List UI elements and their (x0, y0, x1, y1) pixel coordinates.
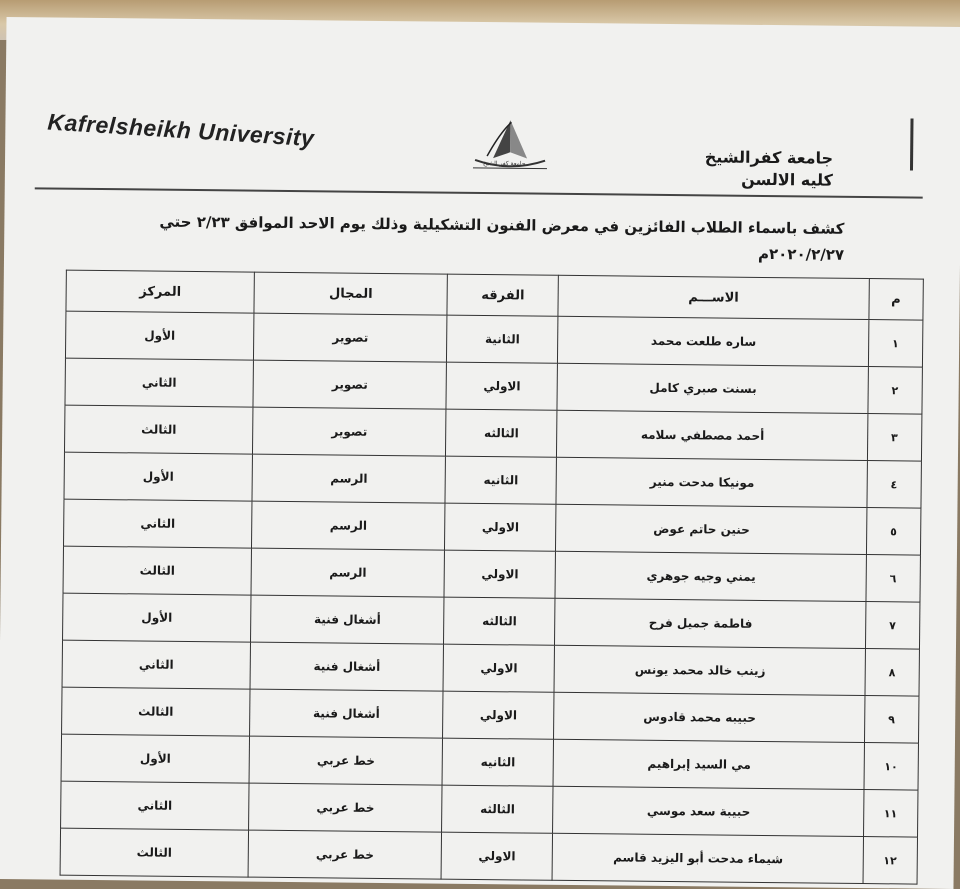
cell-num: ١ (868, 320, 923, 368)
cell-field: خط عربي (249, 736, 443, 785)
header-name: الاســـم (558, 275, 869, 319)
cell-year: الاولي (444, 550, 555, 598)
cell-rank: الثاني (65, 358, 254, 407)
university-name-en: Kafrelsheikh University (46, 108, 316, 152)
cell-name: حبيبه محمد قادوس (554, 692, 865, 742)
faculty-title-ar: كليه الالسن (741, 169, 833, 190)
cell-field: الرسم (251, 548, 445, 597)
table-row (60, 828, 917, 884)
cell-field: خط عربي (248, 830, 442, 879)
cell-year: الاولي (445, 503, 556, 551)
cell-num: ١١ (863, 790, 918, 838)
cell-field: تصوير (253, 407, 447, 456)
cell-field: أشغال فنية (250, 689, 444, 738)
winners-table (60, 270, 924, 885)
cell-year: الاولي (441, 832, 552, 880)
cell-name: بسنت صبري كامل (557, 363, 868, 413)
title-line-1: كشف باسماء الطلاب الفائزين في معرض الفنون التشكيلية وذلك يوم الاحد الموافق ٢/٢٣ حتي (159, 212, 845, 238)
cell-num: ١٠ (864, 743, 919, 791)
cell-name: مونيكا مدحت منير (556, 457, 867, 507)
cell-num: ٧ (865, 602, 920, 650)
cell-name: شيماء مدحت أبو اليزيد قاسم (552, 833, 863, 883)
margin-mark (910, 118, 914, 170)
cell-field: تصوير (254, 313, 448, 362)
cell-num: ٩ (864, 696, 919, 744)
logo-caption: جامعة كفر الشيخ (482, 160, 526, 168)
cell-num: ٦ (866, 555, 921, 603)
header-field: المجال (254, 272, 448, 315)
cell-rank: الثالث (60, 828, 249, 877)
header-rank: المركز (66, 270, 254, 313)
cell-year: الاولي (443, 644, 554, 692)
cell-year: الثالثه (444, 597, 555, 645)
cell-year: الثالثه (446, 409, 557, 457)
university-logo (465, 112, 556, 183)
cell-rank: الثاني (61, 781, 250, 830)
cell-rank: الثاني (64, 499, 253, 548)
header-num: م (868, 279, 923, 321)
cell-name: فاطمة جميل فرح (555, 598, 866, 648)
cell-name: ساره طلعت محمد (558, 316, 869, 366)
cell-num: ١٢ (863, 837, 918, 885)
cell-name: حنين حاتم عوض (556, 504, 867, 554)
university-name-ar (704, 146, 833, 191)
cell-name: زينب خالد محمد يونس (554, 645, 865, 695)
cell-year: الثانية (447, 315, 558, 363)
document-sheet (0, 17, 960, 889)
title-line-2: ٢٠٢٠/٢/٢٧م (757, 244, 845, 264)
cell-field: الرسم (252, 454, 446, 503)
document-title (154, 209, 845, 268)
cell-field: أشغال فنية (251, 595, 445, 644)
cell-year: الاولي (446, 362, 557, 410)
cell-rank: الأول (63, 593, 252, 642)
cell-rank: الأول (65, 311, 254, 360)
cell-year: الثانيه (442, 738, 553, 786)
cell-rank: الثالث (64, 405, 253, 454)
cell-name: أحمد مصطفي سلامه (557, 410, 868, 460)
cell-field: تصوير (253, 360, 447, 409)
cell-name: حبيبة سعد موسي (553, 786, 864, 836)
cell-rank: الثالث (62, 687, 251, 736)
cell-num: ٤ (866, 461, 921, 509)
cell-name: مي السيد إبراهيم (553, 739, 864, 789)
cell-year: الثانيه (445, 456, 556, 504)
cell-rank: الأول (61, 734, 250, 783)
cell-field: خط عربي (249, 783, 443, 832)
cell-field: أشغال فنية (250, 642, 444, 691)
university-title-ar: جامعة كفرالشيخ (704, 147, 834, 168)
cell-num: ٣ (867, 414, 922, 462)
cell-num: ٨ (865, 649, 920, 697)
cell-rank: الثالث (63, 546, 252, 595)
cell-year: الاولي (443, 691, 554, 739)
cell-num: ٢ (867, 367, 922, 415)
cell-rank: الثاني (62, 640, 251, 689)
cell-field: الرسم (252, 501, 446, 550)
cell-num: ٥ (866, 508, 921, 556)
cell-year: الثالثه (442, 785, 553, 833)
header-year: الفرقه (447, 274, 558, 316)
cell-name: يمني وجيه جوهري (555, 551, 866, 601)
cell-rank: الأول (64, 452, 253, 501)
